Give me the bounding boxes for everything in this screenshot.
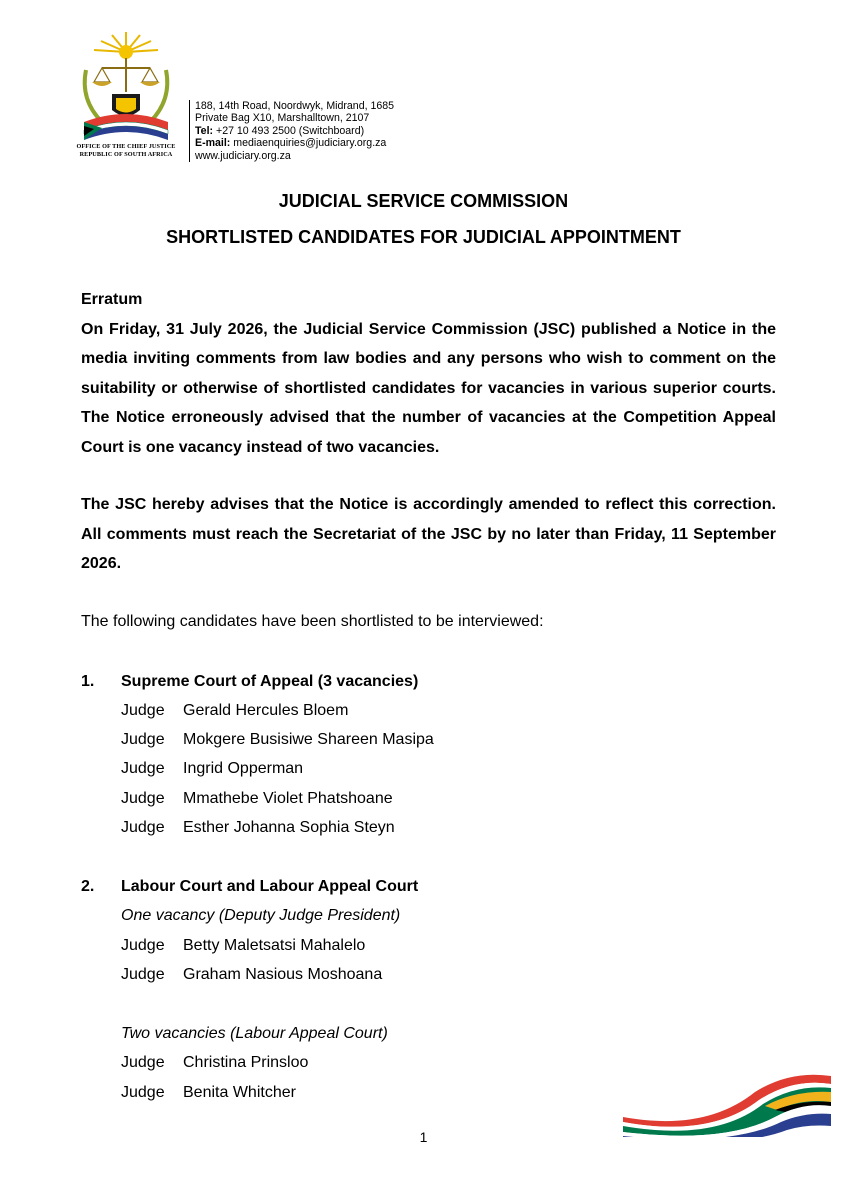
section-subtitle: Two vacancies (Labour Appeal Court) [121, 1025, 388, 1042]
section-subtitle: One vacancy (Deputy Judge President) [121, 907, 401, 924]
letterhead-divider [189, 100, 190, 162]
candidate-title: Judge [121, 760, 165, 777]
candidate-title: Judge [121, 819, 165, 836]
section-title: Supreme Court of Appeal (3 vacancies) [121, 673, 419, 690]
candidate-title: Judge [121, 1084, 165, 1101]
erratum-heading: Erratum [81, 291, 143, 308]
flag-ribbon-icon [615, 1062, 835, 1137]
candidate-name: Mokgere Busisiwe Shareen Masipa [183, 731, 434, 748]
address-email [195, 137, 394, 149]
candidate-name: Betty Maletsatsi Mahalelo [183, 937, 366, 954]
logo-caption-line1: OFFICE OF THE CHIEF JUSTICE [76, 143, 176, 150]
candidate-title: Judge [121, 790, 165, 807]
erratum-paragraph2: The JSC hereby advises that the Notice is accordingly amended to reflect this correction. All comments must reach the Secretariat of the JSC by no later than Friday, 11 September 2026. [81, 496, 776, 573]
candidate-name: Christina Prinsloo [183, 1054, 309, 1071]
address-website[interactable]: www.judiciary.org.za [195, 149, 291, 162]
candidate-name: Esther Johanna Sophia Steyn [183, 819, 395, 836]
tel-label: Tel: [195, 124, 214, 137]
candidate-title: Judge [121, 966, 165, 983]
address-tel [195, 125, 394, 137]
document-subtitle: SHORTLISTED CANDIDATES FOR JUDICIAL APPOINTMENT [166, 227, 681, 247]
candidate-name: Ingrid Opperman [183, 760, 304, 777]
section-number: 1. [81, 673, 95, 690]
erratum-block [81, 285, 776, 463]
candidate-name: Graham Nasious Moshoana [183, 966, 383, 983]
intro-text: The following candidates have been shortlisted to be interviewed: [81, 613, 544, 630]
page-number: 1 [419, 1129, 428, 1145]
email-label: E-mail: [195, 137, 231, 150]
candidate-name: Gerald Hercules Bloem [183, 702, 349, 719]
section-title: Labour Court and Labour Appeal Court [121, 878, 419, 895]
candidate-title: Judge [121, 1054, 165, 1071]
tel-value: +27 10 493 2500 (Switchboard) [213, 124, 365, 137]
coat-of-arms-icon [72, 30, 180, 142]
logo-caption [72, 143, 180, 159]
email-value[interactable]: mediaenquiries@judiciary.org.za [230, 137, 387, 150]
candidate-name: Mmathebe Violet Phatshoane [183, 790, 393, 807]
candidate-title: Judge [121, 937, 165, 954]
candidate-title: Judge [121, 731, 165, 748]
flag-ribbon-decoration [615, 1062, 835, 1137]
section-number: 2. [81, 878, 95, 895]
document-title: JUDICIAL SERVICE COMMISSION [278, 191, 569, 211]
address-line2: Private Bag X10, Marshalltown, 2107 [195, 112, 370, 125]
address-block [195, 100, 394, 162]
erratum-paragraph1: On Friday, 31 July 2026, the Judicial Service Commission (JSC) published a Notice in the media inviting comments from law bodies and any persons who wish to comment on the suitability or otherwise of shortlisted candidates for vacancies in various superior courts. The Notice erroneously advised that the number of vacancies at the Competition Appeal Court is one vacancy instead of two vacancies. [81, 320, 776, 456]
logo-caption-line2: REPUBLIC OF SOUTH AFRICA [79, 151, 173, 158]
candidate-name: Benita Whitcher [183, 1084, 296, 1101]
address-line1: 188, 14th Road, Noordwyk, Midrand, 1685 [195, 100, 395, 112]
candidate-title: Judge [121, 702, 165, 719]
